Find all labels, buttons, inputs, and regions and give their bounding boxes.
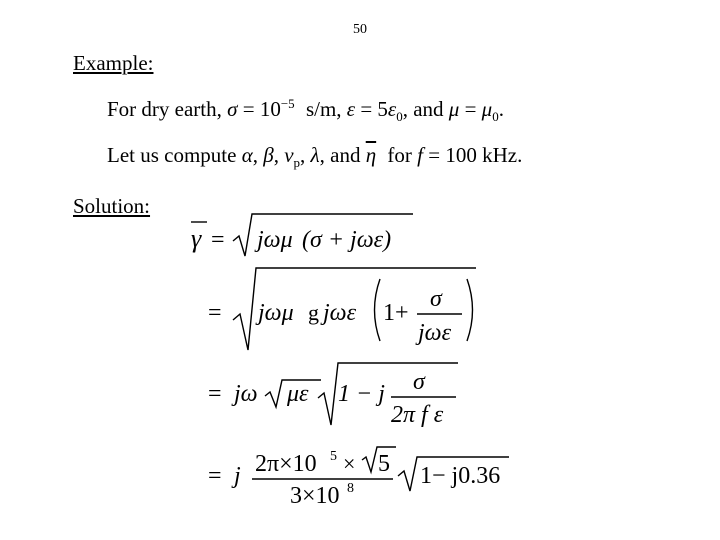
and-text-2: and [330, 143, 361, 167]
mueps-term: με [287, 381, 309, 407]
equation-line-4 [208, 447, 509, 509]
middle-symbol: g [308, 300, 319, 325]
fraction-3-numerator-times: × [343, 451, 356, 476]
sqrt-five-argument: 5 [378, 451, 390, 477]
example-heading: Example: [73, 51, 154, 75]
one-minus-j: 1 − j [338, 381, 385, 407]
eta-bar-symbol: $\overline{\eta}$ [365, 143, 377, 167]
problem-statement-line-2: Let us compute α, β, $v_p$, λ, and $\overline{\eta}$ for f = 100 kHz. [107, 143, 523, 171]
alpha-symbol: α [241, 143, 253, 167]
jwmu-term-1: jωμ [257, 227, 293, 253]
right-paren-large [467, 279, 473, 341]
sigma-unit: s/m, [305, 97, 342, 121]
jw-term: jω [234, 381, 258, 407]
gamma-symbol: γ [191, 224, 202, 253]
beta-symbol: β [263, 143, 274, 167]
f-value: = 100 kHz. [428, 143, 523, 167]
and-text: , and [402, 97, 444, 121]
line-end: . [498, 97, 504, 121]
lambda-symbol: λ [310, 143, 320, 167]
compute-intro-text: Let us compute [107, 143, 237, 167]
equals-sign-4: = [208, 463, 222, 489]
equation-line-3 [208, 363, 458, 428]
equation-line-2 [208, 268, 476, 350]
equals-sign-1: = [211, 227, 225, 253]
fraction-3-numerator-exponent: 5 [330, 449, 337, 464]
mu-equals: = [464, 97, 477, 121]
one-plus: 1+ [383, 300, 409, 326]
mu-symbol: μ [448, 97, 460, 121]
equation-line-1 [191, 214, 413, 256]
fraction-2-denominator: 2π f ε [391, 402, 444, 428]
vp-subscript: p [293, 155, 301, 171]
solution-heading: Solution: [73, 194, 151, 218]
page-number: 50 [353, 22, 367, 37]
sigma-exponent: −5 [280, 96, 295, 111]
fraction-1-denominator: jωε [418, 320, 452, 346]
equals-sign-2: = [208, 300, 222, 326]
fraction-3-denominator: 3×10 [290, 483, 340, 509]
vp-symbol: v [284, 143, 294, 167]
jwmu-term-2: jωμ [258, 300, 294, 326]
fraction-3-denominator-exponent: 8 [347, 481, 354, 496]
jweps-term: jωε [323, 300, 357, 326]
sigma-plus-term: (σ + jωε) [302, 227, 392, 253]
left-paren-large [375, 279, 381, 341]
fraction-3-numerator-a: 2π×10 [255, 451, 317, 477]
mu-zero-subscript: 0 [492, 109, 499, 125]
final-radicand: 1− j0.36 [420, 463, 501, 489]
mu-zero-symbol: μ [481, 97, 493, 121]
equals-sign-3: = [208, 381, 222, 407]
fraction-2-numerator: σ [413, 369, 425, 395]
epsilon-symbol: ε [346, 97, 356, 121]
problem-intro-text: For dry earth, [107, 97, 222, 121]
epsilon-value: = 5 [360, 97, 388, 121]
epsilon-zero-symbol: ε [387, 97, 397, 121]
sigma-value: = 10 [242, 97, 281, 121]
epsilon-zero-subscript: 0 [396, 109, 403, 125]
f-symbol: f [417, 143, 423, 167]
for-text: for [387, 143, 412, 167]
sigma-symbol: σ [227, 97, 238, 121]
j-term: j [234, 463, 241, 489]
fraction-1-numerator: σ [430, 286, 442, 312]
